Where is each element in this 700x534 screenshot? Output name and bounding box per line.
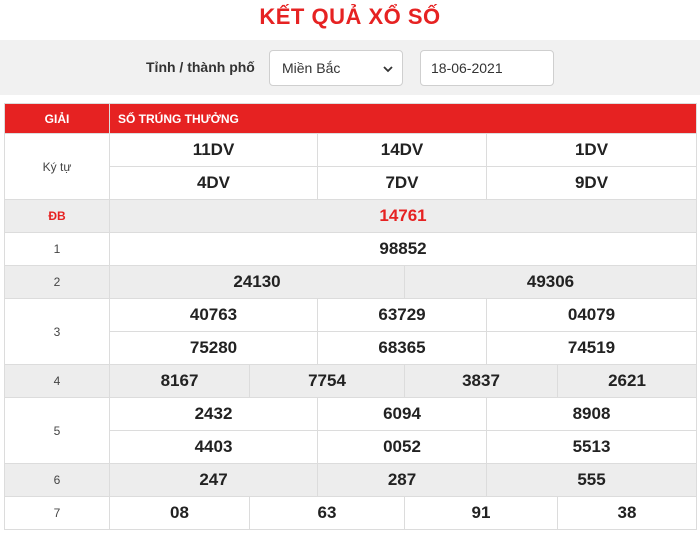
number-cell: 63729 xyxy=(318,299,487,332)
number-cell: 7DV xyxy=(318,167,487,200)
date-input-value: 18-06-2021 xyxy=(431,60,503,76)
number-cell: 0052 xyxy=(318,431,487,464)
number-cell: 49306 xyxy=(405,266,697,299)
page-title: KẾT QUẢ XỔ SỐ xyxy=(259,4,441,29)
table-row xyxy=(5,299,697,332)
province-label: Tỉnh / thành phố xyxy=(146,59,255,75)
number-cell: 9DV xyxy=(487,167,697,200)
prize-label: ĐB xyxy=(5,200,110,233)
table-row xyxy=(5,365,697,398)
filter-bar xyxy=(0,40,700,95)
number-cell: 40763 xyxy=(110,299,318,332)
table-row xyxy=(5,233,697,266)
number-cell: 7754 xyxy=(250,365,405,398)
number-cell: 08 xyxy=(110,497,250,530)
number-cell: 75280 xyxy=(110,332,318,365)
table-row xyxy=(5,464,697,497)
table-row xyxy=(5,398,697,431)
prize-label: 4 xyxy=(5,365,110,398)
table-row xyxy=(5,134,697,167)
number-cell: 4403 xyxy=(110,431,318,464)
province-select[interactable] xyxy=(269,50,403,86)
prize-label: 2 xyxy=(5,266,110,299)
prize-label: 7 xyxy=(5,497,110,530)
chevron-down-icon xyxy=(382,63,394,75)
number-cell: 74519 xyxy=(487,332,697,365)
number-cell: 98852 xyxy=(110,233,697,266)
results-table xyxy=(4,103,697,530)
number-cell: 04079 xyxy=(487,299,697,332)
table-row xyxy=(5,266,697,299)
number-cell: 4DV xyxy=(110,167,318,200)
table-row xyxy=(5,497,697,530)
number-cell: 2432 xyxy=(110,398,318,431)
number-cell: 63 xyxy=(250,497,405,530)
number-cell: 68365 xyxy=(318,332,487,365)
number-cell: 14DV xyxy=(318,134,487,167)
number-cell: 5513 xyxy=(487,431,697,464)
table-row xyxy=(5,200,697,233)
number-cell: 1DV xyxy=(487,134,697,167)
special-prize-number: 14761 xyxy=(110,200,697,233)
number-cell: 287 xyxy=(318,464,487,497)
number-cell: 91 xyxy=(405,497,558,530)
date-input[interactable] xyxy=(420,50,554,86)
number-cell: 24130 xyxy=(110,266,405,299)
number-cell: 555 xyxy=(487,464,697,497)
header-numbers: SỐ TRÚNG THƯỞNG xyxy=(110,104,697,134)
number-cell: 8167 xyxy=(110,365,250,398)
number-cell: 3837 xyxy=(405,365,558,398)
number-cell: 2621 xyxy=(558,365,697,398)
number-cell: 11DV xyxy=(110,134,318,167)
table-header-row xyxy=(5,104,697,134)
prize-label: Ký tự xyxy=(5,134,110,200)
number-cell: 6094 xyxy=(318,398,487,431)
number-cell: 8908 xyxy=(487,398,697,431)
number-cell: 38 xyxy=(558,497,697,530)
prize-label: 3 xyxy=(5,299,110,365)
prize-label: 6 xyxy=(5,464,110,497)
prize-label: 5 xyxy=(5,398,110,464)
header-prize: GIẢI xyxy=(5,104,110,134)
province-select-value: Miền Bắc xyxy=(282,60,341,76)
number-cell: 247 xyxy=(110,464,318,497)
prize-label: 1 xyxy=(5,233,110,266)
